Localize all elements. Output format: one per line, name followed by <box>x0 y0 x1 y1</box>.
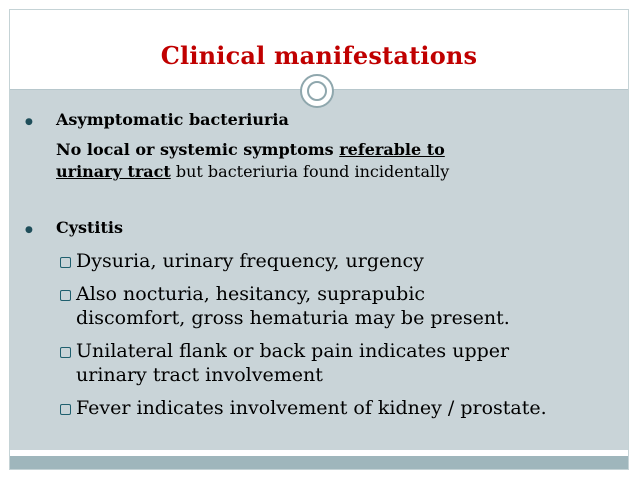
subitem-line: Also nocturia, hesitancy, suprapubic <box>76 283 426 305</box>
checkbox-bullet-icon <box>60 347 71 358</box>
bullet-icon: ● <box>25 225 33 235</box>
item-body-bold: No local or systemic symptoms <box>56 140 340 159</box>
item-heading: Cystitis <box>56 218 123 237</box>
checkbox-bullet-icon <box>60 404 71 415</box>
circle-ornament-inner <box>307 81 327 101</box>
item-body-text: but bacteriuria found incidentally <box>170 162 450 181</box>
subitem-line: urinary tract involvement <box>76 364 323 386</box>
slide-title: Clinical manifestations <box>160 41 478 70</box>
subitem-line: Dysuria, urinary frequency, urgency <box>76 250 424 272</box>
checkbox-bullet-icon <box>60 257 71 268</box>
subitem-line: Fever indicates involvement of kidney / prostate. <box>76 397 547 419</box>
bullet-icon: ● <box>25 117 33 127</box>
item-body-line <box>56 140 445 159</box>
item-body-underlined: referable to <box>339 140 445 159</box>
item-heading: Asymptomatic bacteriuria <box>56 110 289 129</box>
circle-ornament-icon <box>300 74 334 108</box>
item-body-underlined: urinary tract <box>56 162 171 181</box>
checkbox-bullet-icon <box>60 290 71 301</box>
subitem-line: discomfort, gross hematuria may be present. <box>76 307 510 329</box>
subitem-line: Unilateral flank or back pain indicates upper <box>76 340 510 362</box>
item-body-line <box>56 162 449 181</box>
